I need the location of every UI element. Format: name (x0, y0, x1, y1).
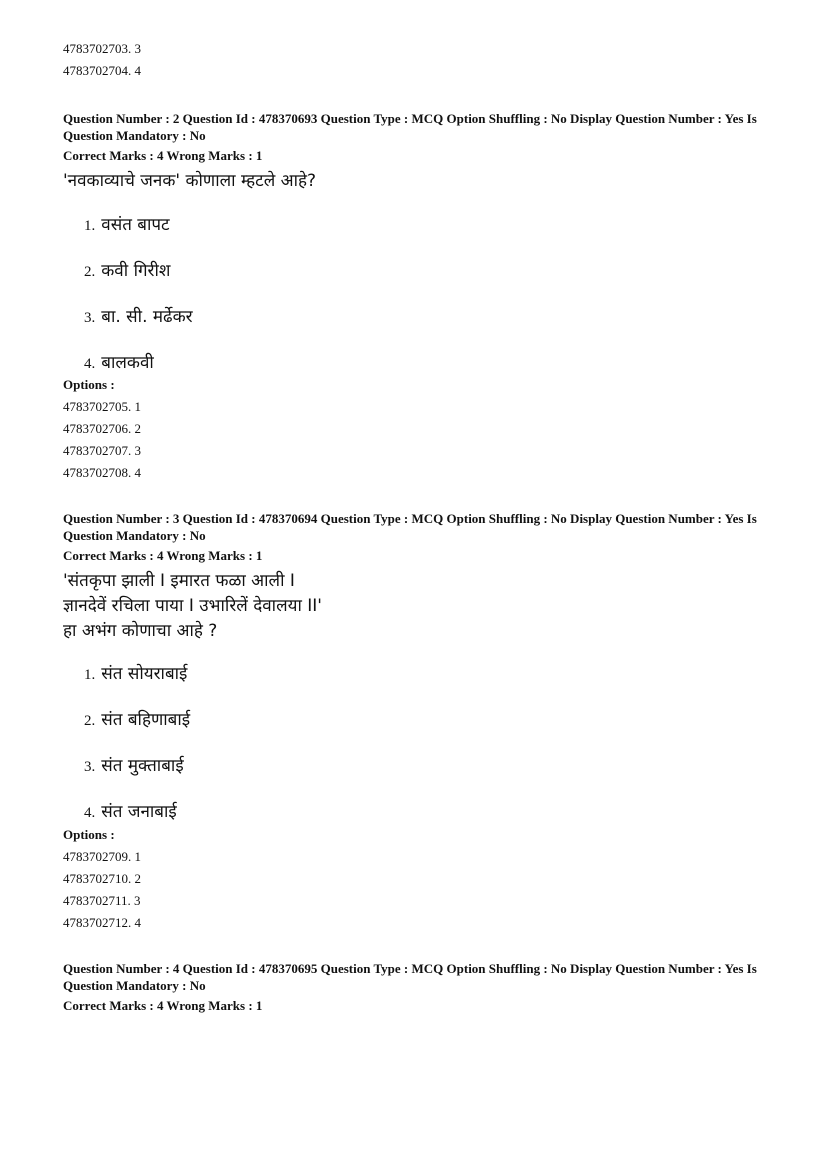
question-meta: Question Number : 4 Question Id : 478370695 Question Type : MCQ Option Shuffling : No Display Question Number : Yes Is Question Mandatory : No (63, 961, 757, 993)
choice-item (84, 709, 190, 732)
choice-item (84, 663, 187, 686)
choice-number: 1. (84, 218, 96, 234)
choice-text: कवी गिरीश (101, 261, 171, 281)
options-label: Options : (63, 377, 115, 392)
option-id-line: 4783702704. 4 (63, 63, 141, 78)
choice-text: संत बहिणाबाई (101, 710, 191, 730)
choice-text: संत सोयराबाई (101, 664, 188, 684)
option-id-line: 4783702710. 2 (63, 871, 141, 886)
question-text: ज्ञानदेवें रचिला पाया I उभारिलें देवालया II' (63, 596, 322, 616)
option-id-line: 4783702706. 2 (63, 421, 141, 436)
choice-text: संत मुक्ताबाई (101, 756, 184, 776)
choice-number: 3. (84, 310, 96, 326)
choice-number: 1. (84, 667, 96, 683)
choice-number: 3. (84, 759, 96, 775)
option-id-line: 4783702705. 1 (63, 399, 141, 414)
question-marks: Correct Marks : 4 Wrong Marks : 1 (63, 148, 263, 163)
options-label: Options : (63, 827, 115, 842)
option-id-line: 4783702709. 1 (63, 849, 141, 864)
option-id-line: 4783702708. 4 (63, 465, 141, 480)
question-text: 'नवकाव्याचे जनक' कोणाला म्हटले आहे? (63, 171, 317, 191)
question-marks: Correct Marks : 4 Wrong Marks : 1 (63, 548, 263, 563)
choice-item (84, 352, 154, 375)
question-meta: Question Number : 2 Question Id : 478370693 Question Type : MCQ Option Shuffling : No Display Question Number : Yes Is Question Mandatory : No (63, 111, 757, 143)
choice-item (84, 801, 177, 824)
choice-item (84, 755, 184, 778)
choice-text: बा. सी. मर्ढेकर (101, 307, 193, 327)
choice-item (84, 214, 170, 237)
option-id-line: 4783702703. 3 (63, 41, 141, 56)
question-marks: Correct Marks : 4 Wrong Marks : 1 (63, 998, 263, 1013)
choice-item (84, 260, 170, 283)
choice-number: 2. (84, 264, 96, 280)
question-text: 'संतकृपा झाली I इमारत फळा आली I (63, 571, 295, 591)
option-id-line: 4783702712. 4 (63, 915, 141, 930)
choice-number: 4. (84, 805, 96, 821)
choice-text: वसंत बापट (101, 215, 170, 235)
choice-number: 2. (84, 713, 96, 729)
question-meta: Question Number : 3 Question Id : 478370694 Question Type : MCQ Option Shuffling : No Display Question Number : Yes Is Question Mandatory : No (63, 511, 757, 543)
choice-number: 4. (84, 356, 96, 372)
option-id-line: 4783702711. 3 (63, 893, 141, 908)
choice-text: बालकवी (101, 353, 154, 373)
choice-item (84, 306, 193, 329)
option-id-line: 4783702707. 3 (63, 443, 141, 458)
choice-text: संत जनाबाई (101, 802, 177, 822)
question-text: हा अभंग कोणाचा आहे ? (63, 621, 218, 641)
